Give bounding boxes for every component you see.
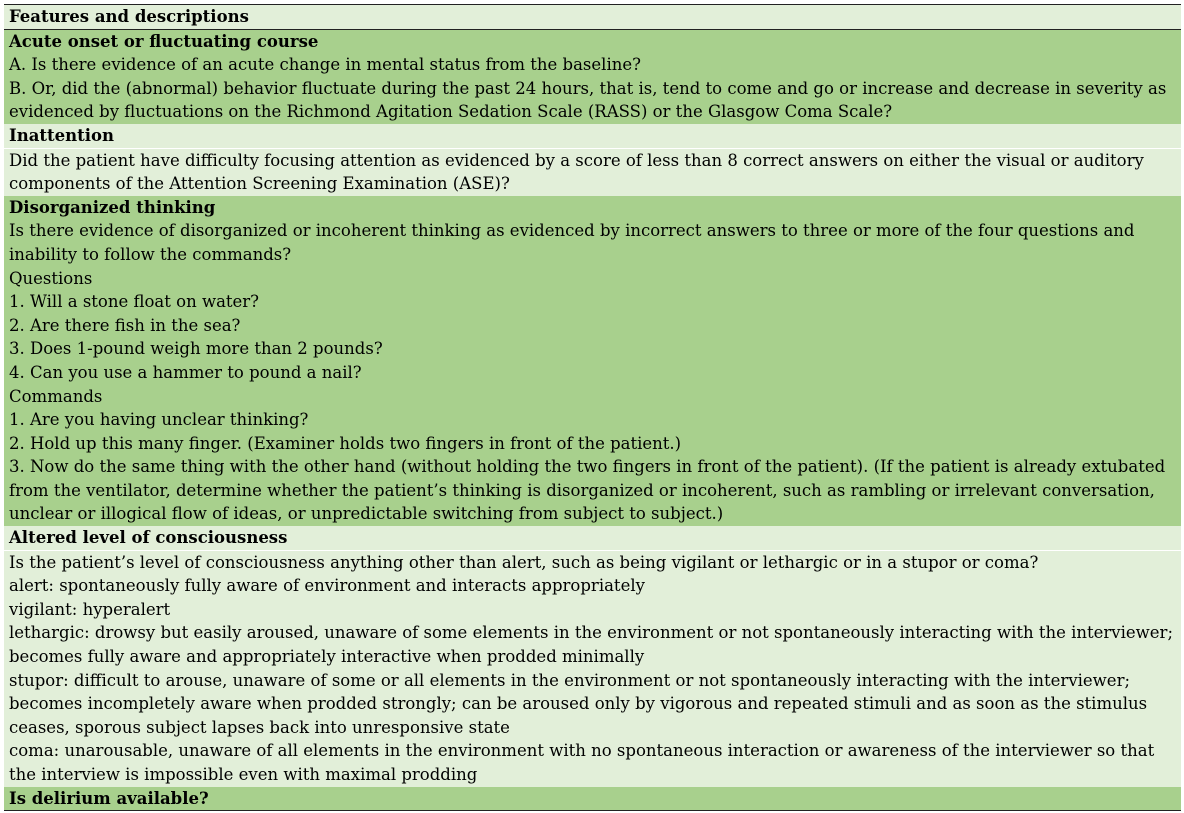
question-item: 3. Does 1-pound weigh more than 2 pounds? xyxy=(9,339,383,359)
feature-altered-consciousness-body xyxy=(4,551,1181,787)
consciousness-level: vigilant: hyperalert xyxy=(9,599,171,619)
consciousness-question: Is the patient’s level of consciousness anything other than alert, such as being vigilant or lethargic or in a stupor or coma? xyxy=(9,552,1039,572)
consciousness-level: alert: spontaneously fully aware of environment and interacts appropriately xyxy=(9,576,645,596)
commands-label: Commands xyxy=(9,386,103,406)
feature-disorganized-thinking-title: Disorganized thinking xyxy=(4,196,1181,220)
question-item: 4. Can you use a hammer to pound a nail? xyxy=(9,362,362,382)
consciousness-level: stupor: difficult to arouse, unaware of some or all elements in the environment or not spontaneously interacting with the interviewer; becomes incompletely aware when prodded strongly; can be aroused only by vigorous and repeated stimuli and as soon as the stimulus ceases, sporous subject lapses back into unresponsive state xyxy=(9,670,1148,737)
feature-inattention-title: Inattention xyxy=(4,124,1181,149)
feature-disorganized-thinking-body xyxy=(4,219,1181,526)
feature-inattention-body xyxy=(4,149,1181,196)
command-item: 1. Are you having unclear thinking? xyxy=(9,410,309,430)
questions-label: Questions xyxy=(9,268,93,288)
consciousness-level: lethargic: drowsy but easily aroused, unaware of some elements in the environment or not spontaneously interacting with the interviewer; becomes fully aware and appropriately interactive when prodded minimally xyxy=(9,623,1173,667)
question-item: 2. Are there fish in the sea? xyxy=(9,315,241,335)
features-table xyxy=(4,4,1181,811)
acute-onset-question-a: A. Is there evidence of an acute change in mental status from the baseline? xyxy=(9,55,641,75)
feature-acute-onset-title: Acute onset or fluctuating course xyxy=(4,30,1181,54)
command-item: 3. Now do the same thing with the other hand (without holding the two fingers in front of the patient). (If the patient is already extubated from the ventilator, determine whether the patient’s thinking is disorganized or incoherent, such as rambling or irrelevant conversation, unclear or illogical flow of ideas, or unpredictable switching from subject to subject.) xyxy=(9,457,1166,524)
table-header: Features and descriptions xyxy=(4,5,1181,30)
acute-onset-question-b: B. Or, did the (abnormal) behavior fluctuate during the past 24 hours, that is, tend to come and go or increase and decrease in severity as evidenced by fluctuations on the Richmond Agitation Sedation Scale (RASS) or the Glasgow Coma Scale? xyxy=(9,78,1167,122)
consciousness-level: coma: unarousable, unaware of all elements in the environment with no spontaneous interaction or awareness of the interviewer so that the interview is impossible even with maximal prodding xyxy=(9,741,1155,784)
question-item: 1. Will a stone float on water? xyxy=(9,292,260,312)
disorganized-intro: Is there evidence of disorganized or incoherent thinking as evidenced by incorrect answers to three or more of the four questions and inability to follow the commands? xyxy=(9,221,1135,264)
feature-acute-onset-body xyxy=(4,53,1181,124)
table-footer: Is delirium available? xyxy=(4,787,1181,811)
command-item: 2. Hold up this many finger. (Examiner holds two fingers in front of the patient.) xyxy=(9,433,682,453)
inattention-question: Did the patient have difficulty focusing attention as evidenced by a score of less than 8 correct answers on either the visual or auditory components of the Attention Screening Examination (ASE)? xyxy=(9,150,1144,194)
feature-altered-consciousness-title: Altered level of consciousness xyxy=(4,526,1181,551)
